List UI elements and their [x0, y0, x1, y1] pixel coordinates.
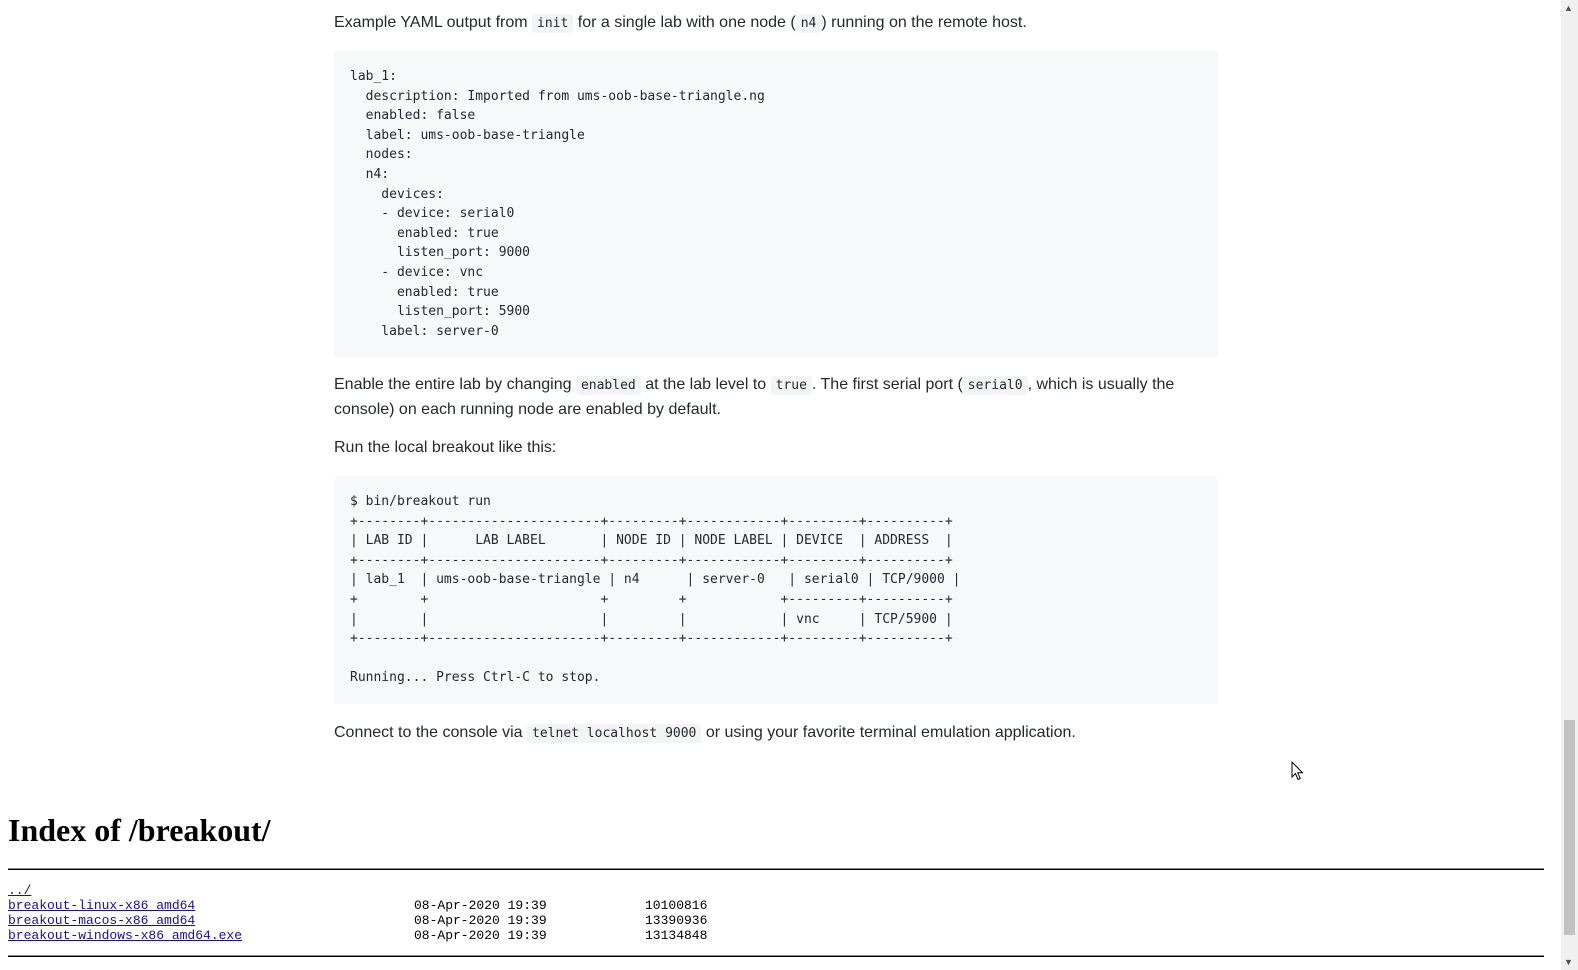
file-link-macos[interactable]: breakout-macos-x86_amd64 — [8, 913, 196, 928]
scroll-down-arrow-icon[interactable]: ▼ — [1564, 957, 1573, 967]
inline-code-telnet: telnet localhost 9000 — [527, 724, 701, 743]
divider — [8, 868, 1544, 870]
run-intro-paragraph: Run the local breakout like this: — [334, 439, 557, 456]
file-link-windows[interactable]: breakout-windows-x86_amd64.exe — [8, 928, 243, 943]
file-size: 13134848 — [645, 928, 708, 943]
inline-code-serial0: serial0 — [963, 376, 1028, 395]
file-listing — [8, 883, 708, 943]
list-item — [8, 928, 708, 943]
text: ) running on the remote host. — [821, 14, 1027, 31]
file-date: 08-Apr-2020 19:39 — [414, 898, 547, 913]
divider — [8, 955, 1544, 957]
text: for a single lab with one node ( — [573, 14, 796, 31]
connect-paragraph — [334, 721, 1076, 746]
enable-lab-paragraph — [334, 373, 1218, 422]
text: Enable the entire lab by changing — [334, 376, 576, 393]
file-size: 10100816 — [645, 898, 708, 913]
file-link-linux[interactable]: breakout-linux-x86_amd64 — [8, 898, 196, 913]
vertical-scrollbar[interactable] — [1561, 0, 1578, 970]
file-date: 08-Apr-2020 19:39 — [414, 913, 547, 928]
text: Example YAML output from — [334, 14, 533, 31]
inline-code-init: init — [532, 14, 573, 33]
inline-code-true: true — [771, 376, 812, 395]
list-item — [8, 913, 708, 928]
run-output-code-block: $ bin/breakout run +--------+----------------------+---------+------------+---------+----------+ | LAB ID | LAB LABEL | NODE ID | NODE LABEL | DEVICE | ADDRESS | +--------+----------------------+---------+------------+---------+----------+ | lab_1 | ums-oob-base-triangle | n4 | server-0 | serial0 | TCP/9000 | + + + + +---------+----------+ | | | | | vnc | TCP/5900 | +--------+----------------------+---------+------------+---------+----------+ Running... Press Ctrl-C to stop. — [334, 476, 1218, 704]
list-item — [8, 898, 708, 913]
text: Connect to the console via — [334, 724, 528, 741]
file-size: 13390936 — [645, 913, 708, 928]
text: or using your favorite terminal emulation application. — [701, 724, 1076, 741]
scroll-up-arrow-icon[interactable]: ▲ — [1564, 3, 1573, 13]
yaml-code-block: lab_1: description: Imported from ums-oob-base-triangle.ng enabled: false label: ums-oob-base-triangle nodes: n4: devices: - device: serial0 enabled: true listen_port: 9000 - device: vnc enabled: true listen_port: 5900 label: server-0 — [334, 51, 1218, 357]
file-date: 08-Apr-2020 19:39 — [414, 928, 547, 943]
text: , which is usually the console) on each running node are enabled by default. — [334, 376, 1175, 418]
list-item — [8, 883, 242, 898]
inline-code-n4: n4 — [796, 14, 822, 33]
parent-directory-link[interactable]: ../ — [8, 883, 32, 898]
index-title: Index of /breakout/ — [8, 812, 271, 848]
scrollbar-thumb[interactable] — [1564, 720, 1575, 935]
yaml-intro-paragraph — [334, 11, 1027, 36]
mouse-cursor-icon — [1291, 761, 1305, 781]
text: at the lab level to — [640, 376, 771, 393]
inline-code-enabled: enabled — [576, 376, 641, 395]
text: . The first serial port ( — [811, 376, 963, 393]
